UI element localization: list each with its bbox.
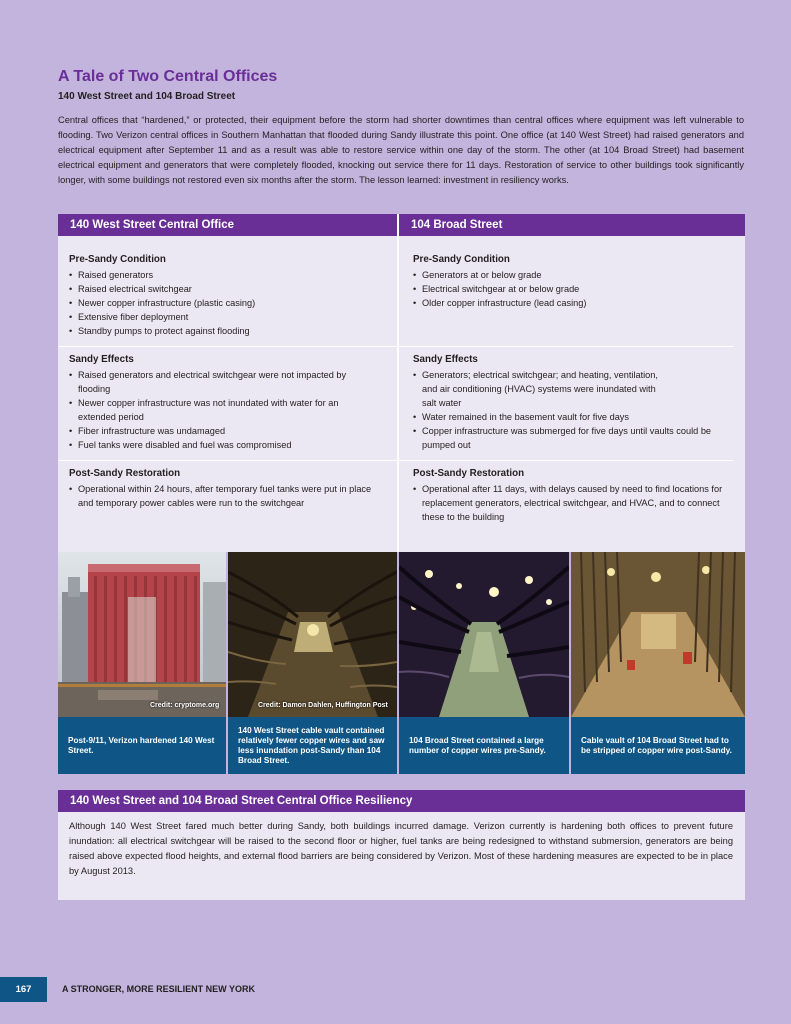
intro-paragraph: Central offices that “hardened,” or protected, their equipment before the storm had shorter downtimes than central offices where equipment was left vulnerable to flooding. Two Verizon central offices in Southern Manhattan that flooded during Sandy illustrate this point. One office (at 140 West Street) had raised generators and electrical equipment after September 11 and as a result was able to restore service within one day of the storm. The other (at 104 Broad Street) had basement electrical equipment and generators that were completely flooded, knocking out service there for 11 days. Restoration of service to other buildings took significantly longer, with some buildings not restored even six months after the storm. The lesson learned: investment in resiliency works. (58, 115, 744, 185)
section-title: Pre-Sandy Condition (69, 254, 166, 265)
page-number: 167 (0, 977, 47, 1002)
right-sandy-effects-section (413, 352, 733, 452)
left-pre-sandy-section (69, 252, 389, 338)
row-separator (399, 460, 733, 461)
list-item: • Newer copper infrastructure (plastic casing) (69, 296, 389, 310)
photo-caption: 140 West Street cable vault contained relatively fewer copper wires and saw less inundation post-Sandy than 104 Broad Street. (228, 717, 397, 774)
section-title: Post-Sandy Restoration (69, 468, 181, 479)
photo-caption: Post-9/11, Verizon hardened 140 West Street. (58, 717, 226, 774)
building-exterior-photo (58, 552, 226, 717)
list-item: • Electrical switchgear at or below grade (413, 282, 733, 296)
list-item: • Operational after 11 days, with delays caused by need to find locations for replacement generators, electrical switchgear, and HVAC, and to connect these to the building (413, 482, 733, 524)
list-item: • Raised generators and electrical switchgear were not impacted by flooding (69, 368, 359, 396)
right-column-heading: 104 Broad Street (399, 214, 745, 236)
section-title: Sandy Effects (69, 354, 134, 365)
photo-strip (58, 552, 745, 774)
row-separator (58, 346, 397, 347)
list-item: • Standby pumps to protect against flooding (69, 324, 389, 338)
resiliency-heading: 140 West Street and 104 Broad Street Central Office Resiliency (58, 790, 745, 812)
photo-credit: Credit: cryptome.org (150, 702, 220, 709)
resiliency-box (58, 790, 745, 900)
right-pre-sandy-section (413, 252, 733, 310)
stripped-vault-photo (571, 552, 745, 717)
list-item: • Fuel tanks were disabled and fuel was compromised (69, 438, 359, 452)
list-item: • Newer copper infrastructure was not inundated with water for an extended period (69, 396, 359, 424)
photo-caption: Cable vault of 104 Broad Street had to be stripped of copper wire post-Sandy. (571, 717, 745, 774)
left-column-heading: 140 West Street Central Office (58, 214, 397, 236)
page-title: A Tale of Two Central Offices (58, 68, 278, 85)
list-item: • Operational within 24 hours, after temporary fuel tanks were put in place and temporary power cables were run to the switchgear (69, 482, 374, 510)
resiliency-paragraph: Although 140 West Street fared much better during Sandy, both buildings incurred damage. Verizon currently is hardening both offices to prevent future inundation: all electrical switchgear will be raised to the second floor or higher, fuel tanks are being redesigned to withstand submersion, generators are being raised above expected flood heights, and external flood barriers are being considered by Verizon. Most of these hardening measures are expected to be in place by August 2013. (69, 821, 733, 876)
column-divider (397, 214, 399, 552)
section-title: Pre-Sandy Condition (413, 254, 510, 265)
copper-wires-photo (399, 552, 569, 717)
list-item: • Generators; electrical switchgear; and heating, ventilation, and air conditioning (HVAC) systems were inundated with salt water (413, 368, 662, 410)
list-item: • Generators at or below grade (413, 268, 733, 282)
footer-report-title: A STRONGER, MORE RESILIENT NEW YORK (62, 984, 256, 994)
list-item: • Older copper infrastructure (lead casing) (413, 296, 733, 310)
list-item: • Raised electrical switchgear (69, 282, 389, 296)
comparison-table (58, 214, 745, 552)
row-separator (58, 460, 397, 461)
list-item: • Fiber infrastructure was undamaged (69, 424, 359, 438)
right-restoration-section (413, 466, 733, 524)
list-item: • Extensive fiber deployment (69, 310, 389, 324)
list-item: • Water remained in the basement vault for five days (413, 410, 733, 424)
list-item: • Copper infrastructure was submerged for five days until vaults could be pumped out (413, 424, 733, 452)
list-item: • Raised generators (69, 268, 389, 282)
photo-caption: 104 Broad Street contained a large number of copper wires pre-Sandy. (399, 717, 569, 774)
section-title: Sandy Effects (413, 354, 478, 365)
cable-vault-photo (228, 552, 397, 717)
section-title: Post-Sandy Restoration (413, 468, 525, 479)
photo-credit: Credit: Damon Dahlen, Huffington Post (258, 702, 388, 709)
left-restoration-section (69, 466, 374, 510)
left-sandy-effects-section (69, 352, 359, 452)
row-separator (399, 346, 733, 347)
page-subtitle: 140 West Street and 104 Broad Street (58, 91, 236, 102)
